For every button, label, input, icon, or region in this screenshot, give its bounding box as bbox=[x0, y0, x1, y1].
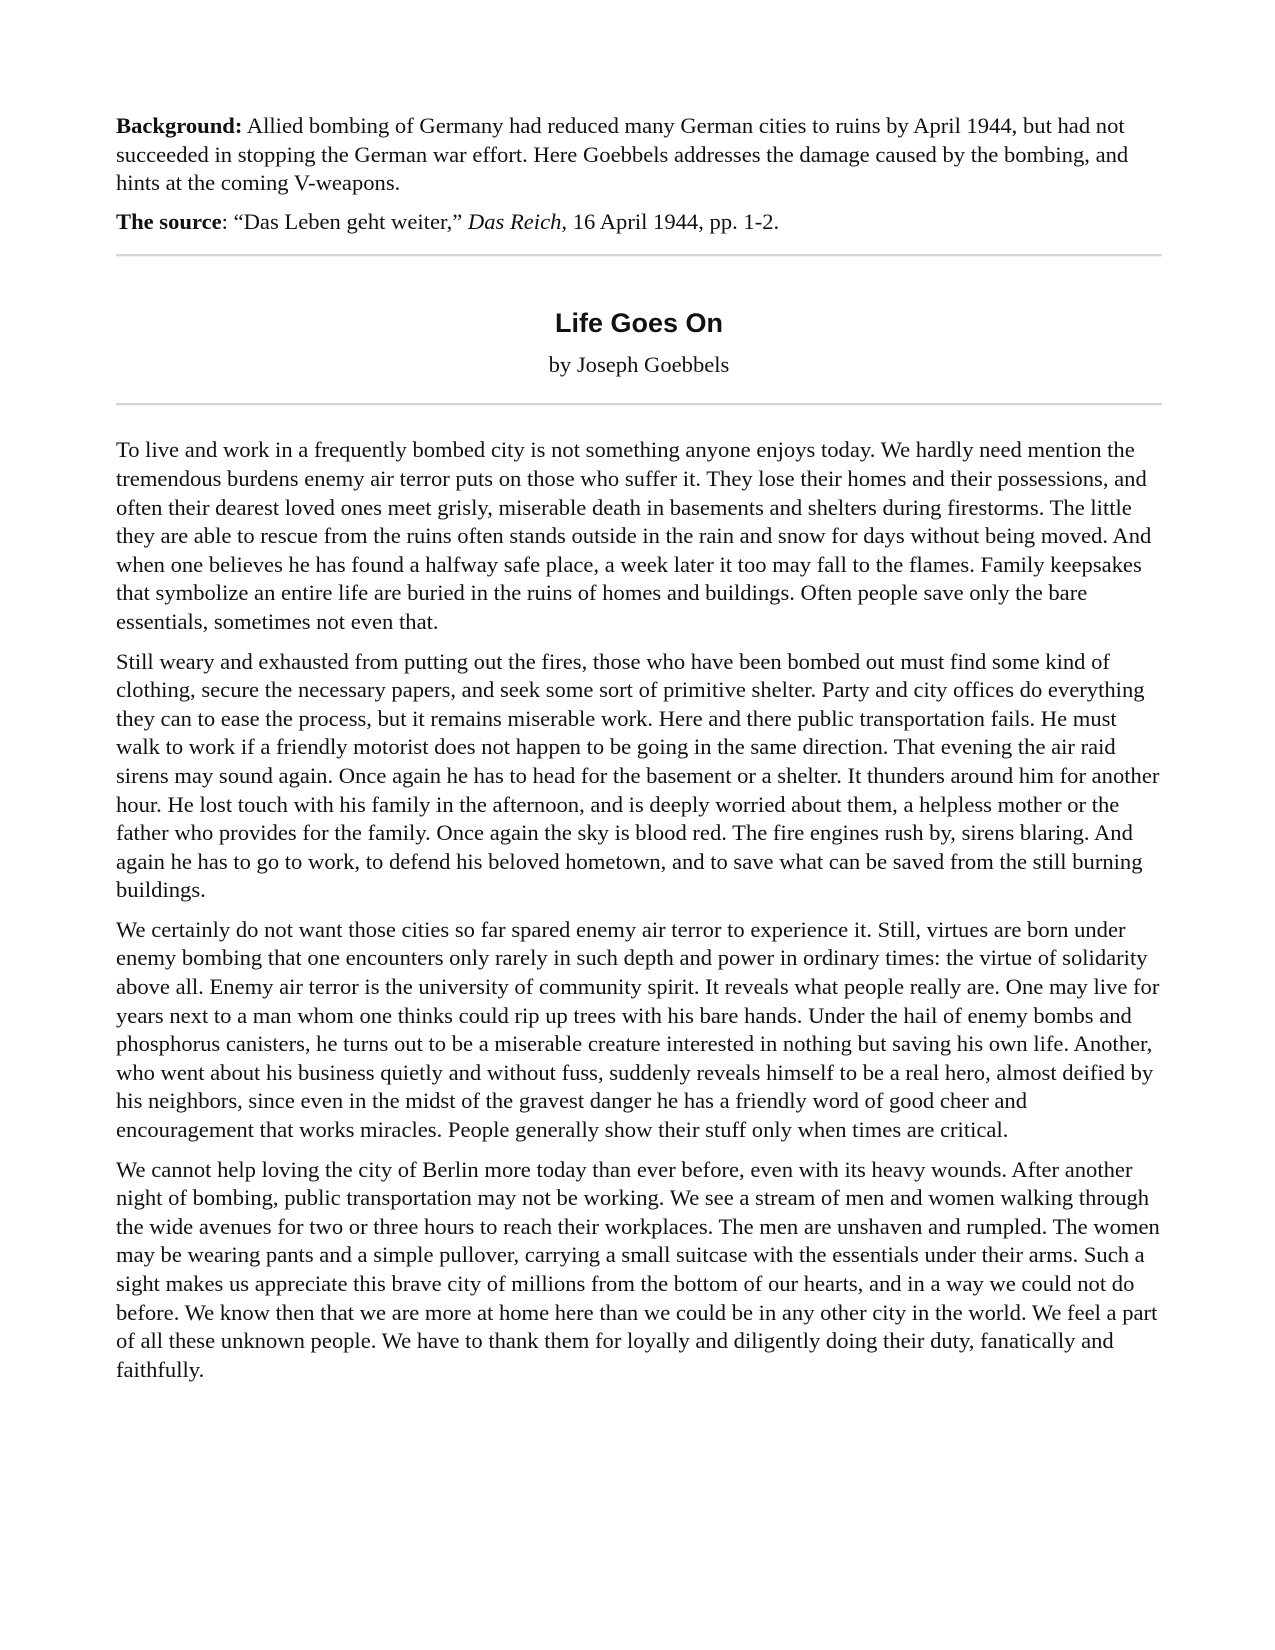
article-byline: by Joseph Goebbels bbox=[548, 352, 730, 378]
source-text-2: 16 April 1944, pp. 1-2. bbox=[567, 208, 780, 234]
background-label: Background: bbox=[116, 113, 243, 138]
intro-section bbox=[116, 112, 1162, 236]
paragraph-1: To live and work in a frequently bombed city is not something anyone enjoys today. We hardly need mention the tremendous burdens enemy air terror puts on those who suffer it. They lose their homes and their possessions, and often their dearest loved ones meet grisly, miserable death in basements and shelters during firestorms. The little they are able to rescue from the ruins often stands outside in the rain and snow for days without being moved. And when one believes he has found a halfway safe place, a week later it too may fall to the flames. Family keepsakes that symbolize an entire life are buried in the ruins of homes and buildings. Often people save only the bare essentials, sometimes not even that. bbox=[116, 437, 1152, 634]
paragraph-4: We cannot help loving the city of Berlin more today than ever before, even with its heavy wounds. After another night of bombing, public transportation may not be working. We see a stream of men and women walking through the wide avenues for two or three hours to reach their workplaces. The men are unshaven and rumpled. The women may be wearing pants and a simple pullover, carrying a small suitcase with the essentials under their arms. Such a sight makes us appreciate this brave city of millions from the bottom of our hearts, and in a way we could not do before. We know then that we are more at home here than we could be in any other city in the world. We feel a part of all these unknown people. We have to thank them for loyally and diligently doing their duty, fanatically and faithfully. bbox=[116, 1156, 1160, 1382]
source-label: The source bbox=[116, 208, 222, 234]
paragraph-2: Still weary and exhausted from putting out the fires, those who have been bombed out must find some kind of clothing, secure the necessary papers, and seek some sort of primitive shelter. Party and city offices do everything they can to ease the process, but it remains miserable work. Here and there public transportation fails. He must walk to work if a friendly motorist does not happen to be going in the same direction. That evening the air raid sirens may sound again. Once again he has to head for the basement or a shelter. It thunders around him for another hour. He lost touch with his family in the afternoon, and is deeply worried about them, a helpless mother or the father who provides for the family. Once again the sky is blood red. The fire engines rush by, sirens blaring. And again he has to go to work, to defend his beloved hometown, and to save what can be saved from the still burning buildings. bbox=[116, 648, 1160, 903]
divider-bottom bbox=[116, 403, 1162, 406]
document-page bbox=[116, 112, 1162, 1395]
background-text: Allied bombing of Germany had reduced many German cities to ruins by April 1944, but had not succeeded in stopping the German war effort. Here Goebbels addresses the damage caused by the bombing, and hints at the coming V-weapons. bbox=[116, 113, 1129, 196]
article-heading bbox=[116, 257, 1162, 403]
article-body bbox=[116, 436, 1162, 1384]
source-publication: Das Reich, bbox=[467, 208, 568, 234]
source-note bbox=[116, 208, 1162, 237]
background-note bbox=[116, 112, 1162, 198]
article-title: Life Goes On bbox=[554, 308, 724, 339]
paragraph-3: We certainly do not want those cities so far spared enemy air terror to experience it. Still, virtues are born under enemy bombing that one encounters only rarely in such depth and power in ordinary times: the virtue of solidarity above all. Enemy air terror is the university of community spirit. It reveals what people really are. One may live for years next to a man whom one thinks could rip up trees with his bare hands. Under the hail of enemy bombs and phosphorus canisters, he turns out to be a miserable creature interested in nothing but saving his own life. Another, who went about his business quietly and without fuss, suddenly reveals himself to be a real hero, almost deified by his neighbors, since even in the midst of the gravest danger he has a friendly word of good cheer and encouragement that works miracles. People generally show their stuff only when times are critical. bbox=[116, 916, 1160, 1143]
source-text-1: : “Das Leben geht weiter,” bbox=[221, 208, 468, 234]
